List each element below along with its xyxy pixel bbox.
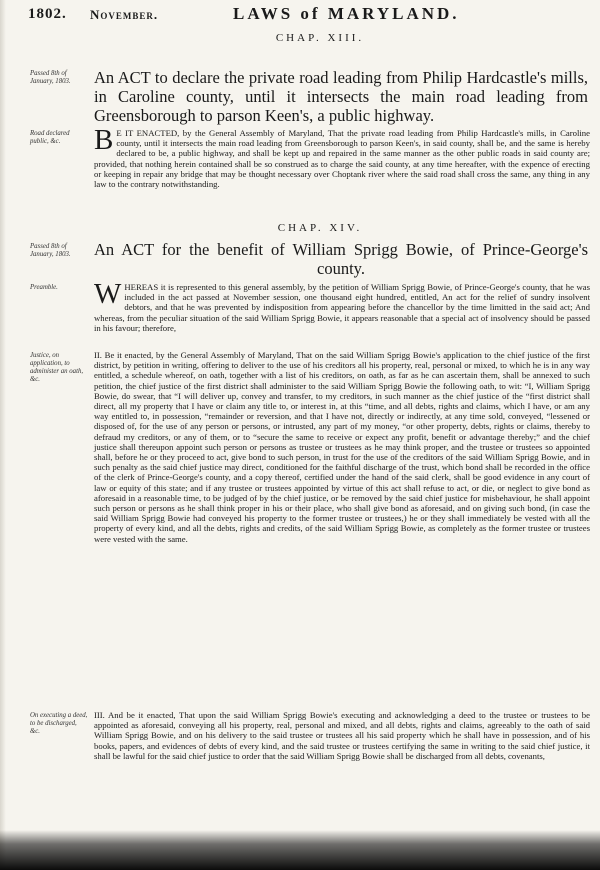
chap-13-text: E IT ENACTED, by the General Assembly of Maryland, That the private road leading from Philip Hardcastle's mills, in Caroline county, until it intersects the main road leading from Greensborough to parson Keen's, in said county, shall be, and the same is hereby declared to be, a public highway, and shall be kept up and repaired in the same manner as the other public roads in said county are; provided, that nothing herein contained shall be so construed as to charge the said county, at any time hereafter, with the expence of erecting or keeping in repair any bridge that may be thought necessary over Choptank river where the said road shall cross the same, any thing in any law to the contrary notwithstanding. bbox=[94, 128, 590, 190]
chap-14-passed-note: Passed 8th of January, 1803. bbox=[30, 243, 71, 258]
chap-14-preamble-text: HEREAS it is represented to this general assembly, by the petition of William Sprigg Bowie, of Prince-George's county, that he was included in the act passed at November session, one thousand eight hundred, entitled, An act for the relief of sundry insolvent debtors, and that he was prevented by indisposition from appearing before the chancellor by the time limitted in the said act; And whereas, from the peculiar situation of the said William Sprigg Bowie, it appears reasonable that a special act of insolvency should be passed in his favour; therefore, bbox=[94, 282, 590, 333]
header-title: LAWS of MARYLAND. bbox=[233, 4, 460, 23]
header-month: November. bbox=[90, 7, 159, 22]
chap-13-dropcap: B bbox=[94, 124, 114, 156]
chap-14-section-2: II. Be it enacted, by the General Assembly of Maryland, That on the said William Sprigg Bowie's application to the chief justice of the first district, by petition in writing, offering to deliver to the use of his creditors all his property, real, personal or mixed, to which he is in any way entitled, a schedule whereof, on oath, together with a list of his creditors, on oath, as far as he can ascertain them, shall be annexed to such petition, the chief justice of the first district shall administer to the said William Sprigg Bowie the following oath, to wit: “I, William Sprigg Bowie, do swear, that “I will deliver up, convey and transfer, to my creditors, in such manner as the chief justice of the “first district shall direct, all my property that I have or claim any title to, or interest in, at this “time, and all debts, rights and claims, which I have, or am any way entitled to, in possession, “remainder or reversion, and that I have not, directly or indirectly, at any time sold, conveyed, “lessened or disposed of, for the use of any person or persons, or intrusted, any part of my money, “or other property, debts, rights or claims, thereby to defraud my creditors, or any of them, or to “secure the same to receive or expect any profit, benefit or advantage thereby;” and the chief justice shall thereupon appoint such person or persons as trustee or trustees as he may think proper, and the trustee or trustees so appointed shall, before he or they proceed to act, give bond to such person, in trust for the use of the creditors of the said William Sprigg Bowie, and in such penalty as the said chief justice may direct, conditioned for the faithful discharge of the trust, which bond shall be recorded in the office of the clerk of Prince-George's county, and a copy thereof, certified under the hand of the said clerk, shall be good evidence in any court of law or equity of this state; and if any trustee or trustees appointed by virtue of this act shall refuse to act, or die, or neglect to give bond as aforesaid in a reasonable time, to be judged of by the chief justice, or be removed by the said chief justice for misbehaviour, he shall appoint such person or persons as he shall think proper in his or their place, who shall give bond as aforesaid, and on giving such bond, (in case the said William Sprigg Bowie had conveyed his property to the former trustee or trustees,) he or they shall immediately be vested with all the property of every kind, and all the debts, rights and credits, of the said William Sprigg Bowie, as completely as the former trustee or trustees were vested with the same. bbox=[94, 350, 590, 544]
chap-14-preamble-note: Preamble. bbox=[30, 284, 58, 291]
chap-13-heading: CHAP. XIII. bbox=[275, 32, 365, 44]
chap-14-title: An ACT for the benefit of William Sprigg Bowie, of Prince-George's county. bbox=[94, 240, 588, 278]
chap-13-margin-note: Road declared public, &c. bbox=[30, 130, 70, 145]
chap-14-section-2-note: Justice, on application, to administer an oath, &c. bbox=[30, 352, 84, 383]
chap-14-heading: CHAP. XIV. bbox=[277, 222, 363, 234]
chap-14-preamble bbox=[94, 278, 590, 333]
header-year: 1802. bbox=[28, 6, 67, 22]
chap-13-passed-note: Passed 8th of January, 1803. bbox=[30, 70, 71, 85]
scan-shadow-bottom bbox=[0, 830, 600, 870]
chap-13-body bbox=[94, 124, 590, 190]
chap-14-dropcap: W bbox=[94, 278, 122, 310]
scan-shadow-left bbox=[0, 0, 6, 870]
page-header bbox=[28, 4, 590, 28]
chap-13-title: An ACT to declare the private road leading from Philip Hardcastle's mills, in Caroline county, until it intersects the main road leading from Greensborough to parson Keen's, a public highway. bbox=[94, 68, 588, 125]
chap-14-section-3-note: On executing a deed, to be discharged, &c. bbox=[30, 712, 88, 735]
chap-14-section-3: III. And be it enacted, That upon the said William Sprigg Bowie's executing and acknowledging a deed to the trustee or trustees to be appointed as aforesaid, conveying all his property, real, personal and mixed, and all debts, rights and claims, agreeably to the oath of said William Sprigg Bowie, and on his delivery to the said trustee or trustees all his said property which he shall have in possession, and of his books, papers, and evidences of debts of every kind, and the said trustee or trustees certifying the same in writing to the said chief justice, it shall be lawful for the said chief justice to order that the said William Sprigg Bowie shall be discharged from all debts, covenants, bbox=[94, 710, 590, 761]
